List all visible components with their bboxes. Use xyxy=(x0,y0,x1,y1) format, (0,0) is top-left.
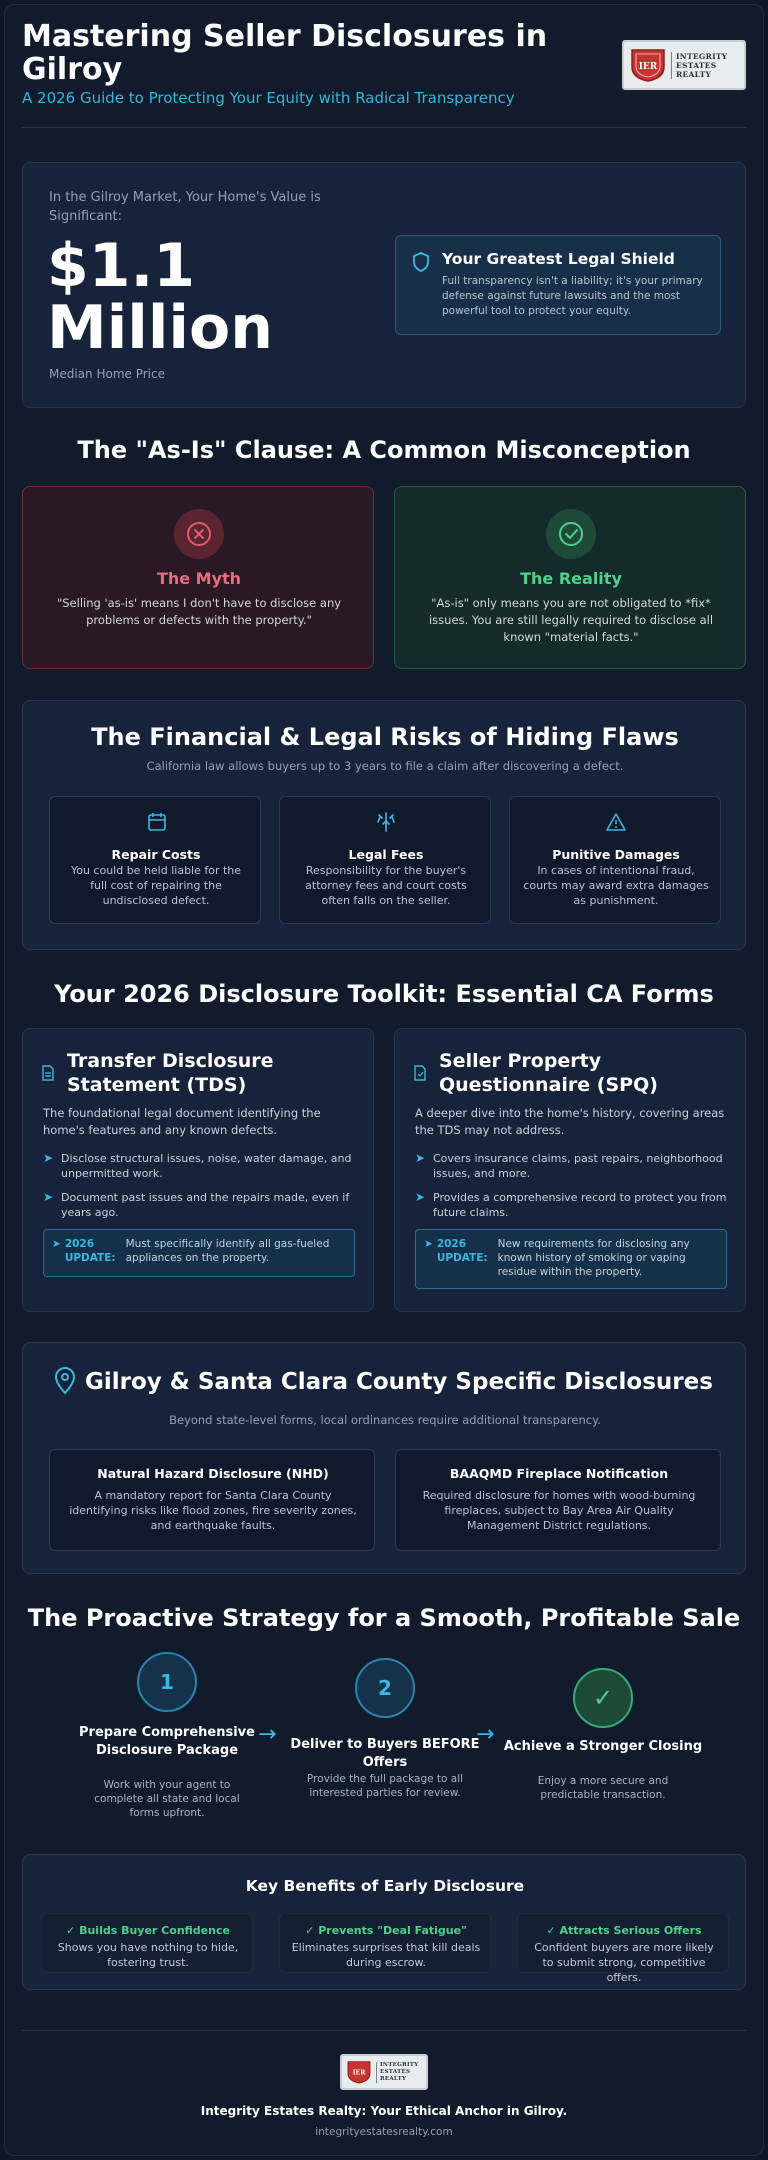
nhd-title: Natural Hazard Disclosure (NHD) xyxy=(97,1466,329,1481)
myth-title: The Myth xyxy=(156,569,242,588)
list-item: ➤ Provides a comprehensive record to protect you from future claims. xyxy=(415,1190,727,1219)
arrow-right-icon: → xyxy=(258,1722,277,1747)
logo-line-2: ESTATES xyxy=(380,2068,411,2075)
spq-bullets xyxy=(415,1151,733,1229)
svg-text:IER: IER xyxy=(352,2069,366,2077)
benefit-title: ✓ Builds Buyer Confidence xyxy=(66,1924,230,1937)
risk-text: In cases of intentional fraud, courts may award extra damages as punishment. xyxy=(523,864,709,907)
benefit-text: Eliminates surprises that kill deals during escrow. xyxy=(291,1941,481,1969)
benefit-text: Confident buyers are more likely to submit strong, competitive offers. xyxy=(534,1941,714,1984)
scale-icon xyxy=(375,811,397,837)
arrow-icon: ➤ xyxy=(43,1151,54,1165)
calendar-icon xyxy=(146,811,168,837)
footer-logo xyxy=(340,2054,428,2090)
local-heading: Gilroy & Santa Clara County Specific Disclosures xyxy=(85,1369,713,1395)
arrow-icon: ➤ xyxy=(424,1238,433,1250)
tds-bullets xyxy=(43,1151,361,1229)
logo-line-3: REALTY xyxy=(380,2075,407,2082)
footer-tagline: Integrity Estates Realty: Your Ethical Anchor in Gilroy. xyxy=(200,2104,568,2118)
footer-divider xyxy=(22,2030,746,2031)
x-circle-icon xyxy=(174,509,224,559)
header-divider xyxy=(22,127,746,128)
hero-intro: In the Gilroy Market, Your Home's Value is Significant: xyxy=(49,190,321,224)
arrow-icon: ➤ xyxy=(43,1190,54,1204)
page-subtitle: A 2026 Guide to Protecting Your Equity with Radical Transparency xyxy=(22,89,515,107)
update-tag: ➤ 2026 UPDATE: xyxy=(424,1237,488,1281)
document-icon xyxy=(413,1065,427,1085)
arrow-right-icon: → xyxy=(476,1722,495,1747)
nhd-text: A mandatory report for Santa Clara County identifying risks like flood zones, fire severity zones, and earthquake faults. xyxy=(69,1489,357,1532)
update-tag: ➤ 2026 UPDATE: xyxy=(52,1237,116,1269)
list-item: ➤ Covers insurance claims, past repairs, neighborhood issues, and more. xyxy=(415,1151,723,1180)
logo-line-1: INTEGRITY xyxy=(380,2061,419,2068)
list-item: ➤ Disclose structural issues, noise, water damage, and unpermitted work. xyxy=(43,1151,352,1180)
tds-desc: The foundational legal document identifying the home's features and any known defects. xyxy=(43,1106,321,1137)
myth-card xyxy=(22,486,374,669)
logo-emblem-icon xyxy=(629,47,667,83)
benefit-card xyxy=(517,1913,729,1984)
page-title: Mastering Seller Disclosures in Gilroy xyxy=(22,19,548,87)
risk-title: Punitive Damages xyxy=(552,847,680,862)
toolkit-heading: Your 2026 Disclosure Toolkit: Essential CA Forms xyxy=(54,980,714,1008)
checkmark-badge-icon: ✓ xyxy=(573,1668,633,1728)
tds-title: Transfer Disclosure Statement (TDS) xyxy=(67,1050,274,1096)
local-subheading: Beyond state-level forms, local ordinances require additional transparency. xyxy=(169,1413,601,1427)
arrow-icon: ➤ xyxy=(52,1238,61,1250)
hero-price-unit: Million xyxy=(47,293,273,363)
legal-shield-callout xyxy=(395,235,721,335)
arrow-icon: ➤ xyxy=(415,1190,426,1204)
baaqmd-title: BAAQMD Fireplace Notification xyxy=(449,1466,669,1481)
arrow-icon: ➤ xyxy=(415,1151,426,1165)
hero-price-value: $1.1 xyxy=(47,231,196,301)
benefits-heading: Key Benefits of Early Disclosure xyxy=(245,1877,525,1895)
strategy-step xyxy=(498,1650,708,1810)
step-badge: 1 xyxy=(137,1652,197,1712)
logo-line-3: REALTY xyxy=(676,69,712,79)
spq-desc: A deeper dive into the home's history, covering areas the TDS may not address. xyxy=(415,1106,725,1137)
hero-price-caption: Median Home Price xyxy=(49,367,165,381)
benefit-text: Shows you have nothing to hide, fostering trust. xyxy=(57,1941,239,1969)
step-title: Achieve a Stronger Closing xyxy=(503,1739,703,1754)
check-circle-icon xyxy=(546,509,596,559)
risks-section xyxy=(22,700,746,950)
risk-card-legal xyxy=(279,796,491,924)
benefit-title: ✓ Prevents "Deal Fatigue" xyxy=(305,1924,467,1937)
step-badge: 2 xyxy=(355,1658,415,1718)
spq-card xyxy=(394,1028,746,1312)
spq-update-text: New requirements for disclosing any known history of smoking or vaping residue within the property. xyxy=(497,1238,690,1278)
benefits-section xyxy=(22,1854,746,1990)
reality-text: "As-is" only means you are not obligated to *fix* issues. You are still legally required to disclose all known "material facts." xyxy=(428,596,714,644)
risk-text: Responsibility for the buyer's attorney fees and court costs often falls on the seller. xyxy=(305,864,467,907)
strategy-step xyxy=(62,1650,272,1819)
as-is-heading: The "As-Is" Clause: A Common Misconception xyxy=(77,436,691,464)
strategy-heading: The Proactive Strategy for a Smooth, Profitable Sale xyxy=(27,1604,741,1632)
hero-section xyxy=(22,162,746,408)
document-icon xyxy=(41,1065,55,1085)
logo-emblem-icon xyxy=(346,2059,372,2085)
benefit-title: ✓ Attracts Serious Offers xyxy=(546,1924,702,1937)
header-logo xyxy=(622,40,746,90)
risk-title: Repair Costs xyxy=(111,847,201,862)
baaqmd-text: Required disclosure for homes with wood-burning fireplaces, subject to Bay Area Air Quality Management District regulations. xyxy=(422,1489,696,1532)
local-section xyxy=(22,1342,746,1574)
logo-line-2: ESTATES xyxy=(676,60,717,70)
reality-card xyxy=(394,486,746,669)
logo-line-1: INTEGRITY xyxy=(676,51,728,61)
shield-text: Full transparency isn't a liability; it's your primary defense against future lawsuits and the most powerful tool to protect your equity. xyxy=(442,275,703,317)
list-item: ➤ Document past issues and the repairs made, even if years ago. xyxy=(43,1190,350,1219)
spq-title: Seller Property Questionnaire (SPQ) xyxy=(439,1050,658,1096)
step-title: Deliver to Buyers BEFORE Offers xyxy=(290,1737,480,1770)
tds-update-box xyxy=(43,1229,355,1277)
nhd-card xyxy=(49,1449,375,1551)
shield-icon xyxy=(412,252,430,276)
step-text: Work with your agent to complete all state and local forms upfront. xyxy=(94,1779,240,1819)
step-title: Prepare Comprehensive Disclosure Package xyxy=(79,1725,255,1758)
strategy-step xyxy=(280,1650,490,1810)
benefit-card xyxy=(41,1913,253,1973)
tds-update-text: Must specifically identify all gas-fueled appliances on the property. xyxy=(125,1238,330,1264)
svg-text:IER: IER xyxy=(638,62,658,72)
risk-text: You could be held liable for the full cost of repairing the undisclosed defect. xyxy=(70,864,242,907)
footer-url-link[interactable]: integrityestatesrealty.com xyxy=(315,2126,453,2138)
risks-subheading: California law allows buyers up to 3 years to file a claim after discovering a defect. xyxy=(146,759,624,773)
risk-title: Legal Fees xyxy=(348,847,424,862)
spq-update-box xyxy=(415,1229,727,1289)
risk-card-repair xyxy=(49,796,261,924)
shield-title: Your Greatest Legal Shield xyxy=(442,250,675,268)
step-text: Enjoy a more secure and predictable transaction. xyxy=(537,1775,669,1801)
reality-title: The Reality xyxy=(520,569,622,588)
step-text: Provide the full package to all interested parties for review. xyxy=(306,1773,464,1799)
tds-card xyxy=(22,1028,374,1312)
benefit-card xyxy=(279,1913,491,1973)
myth-text: "Selling 'as-is' means I don't have to disclose any problems or defects with the property." xyxy=(56,596,342,627)
baaqmd-card xyxy=(395,1449,721,1551)
risk-card-punitive xyxy=(509,796,721,924)
map-pin-icon xyxy=(53,1367,77,1399)
risks-heading: The Financial & Legal Risks of Hiding Flaws xyxy=(91,723,679,751)
warning-icon xyxy=(605,811,627,837)
